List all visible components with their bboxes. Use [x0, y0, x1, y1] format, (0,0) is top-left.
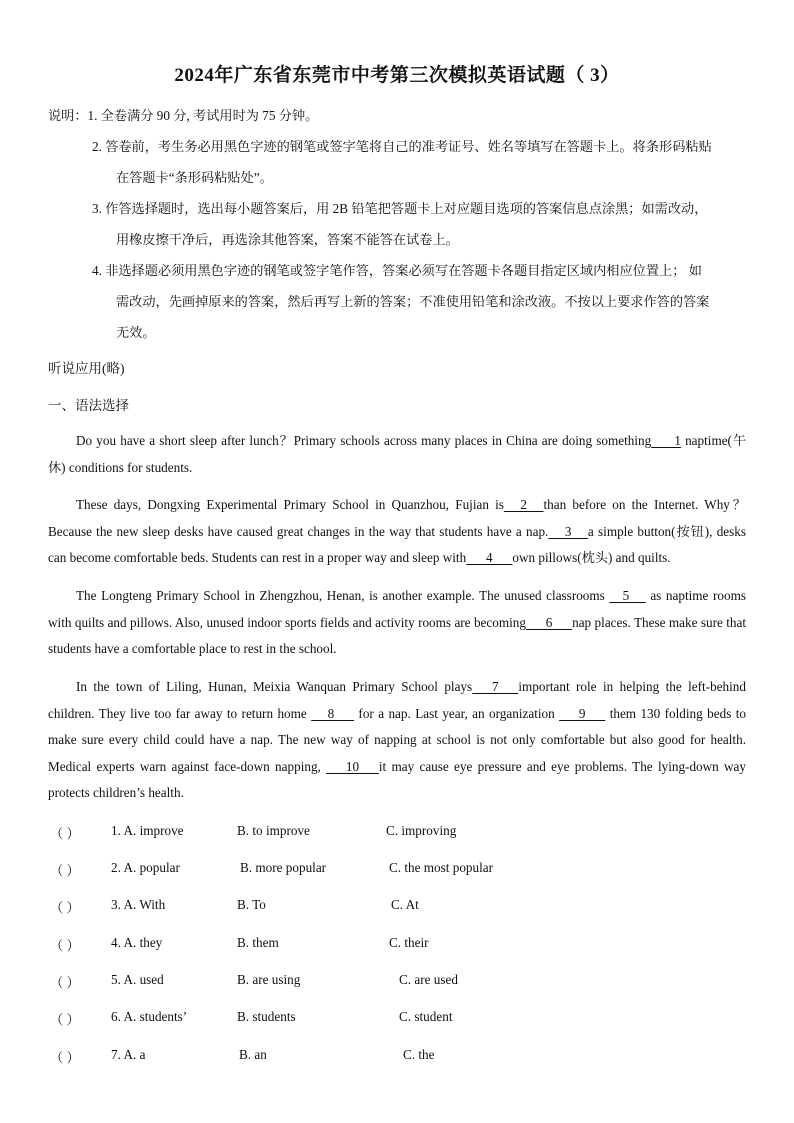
paragraph-2: These days, Dongxing Experimental Primary School in Quanzhou, Fujian is 2 than before on the Internet. Why？ Because the new sleep desks have caused great changes in the way that students have a nap. 3 a simple button(按钮), desks can become comfortable beds. Students can rest in a proper way and sleep with 4 own pillows(枕头) and quilts.: [48, 492, 746, 572]
option-b: B. are using: [237, 972, 301, 987]
answer-bracket[interactable]: （ ）: [50, 826, 80, 841]
blank-10: 10: [326, 758, 379, 774]
option-b: B. more popular: [240, 860, 327, 875]
option-c: C. student: [399, 1009, 453, 1024]
option-a: 2. A. popular: [111, 860, 180, 875]
page-title: 2024年广东省东莞市中考第三次模拟英语试题（ 3）: [174, 65, 620, 86]
instructions-lead: 说明：1. 全卷满分 90 分, 考试用时为 75 分钟。: [48, 108, 319, 123]
option-a: 4. A. they: [111, 935, 163, 950]
listening-section: 听说应用(略): [48, 361, 125, 376]
answer-bracket[interactable]: （ ）: [50, 863, 80, 878]
option-a: 7. A. a: [111, 1047, 146, 1062]
blank-2: 2: [503, 497, 544, 512]
blank-5: 5: [609, 588, 646, 603]
instruction-4-line2: 需改动，先画掉原来的答案，然后再写上新的答案；不准使用铅笔和涂改液。不按以上要求作答的答案: [116, 294, 710, 309]
blank-6: 6: [525, 614, 573, 630]
answer-bracket[interactable]: （ ）: [50, 900, 80, 915]
blank-7: 7: [472, 679, 519, 694]
option-b: B. students: [237, 1009, 296, 1024]
answer-bracket[interactable]: （ ）: [50, 1012, 80, 1027]
option-c: C. are used: [399, 972, 458, 987]
blank-3: 3: [548, 523, 588, 539]
blank-1: 1: [651, 433, 681, 448]
option-b: B. to improve: [237, 823, 310, 838]
option-b: B. To: [237, 897, 266, 912]
option-b: B. them: [237, 935, 279, 950]
instruction-3-line2: 用橡皮擦干净后，再选涂其他答案，答案不能答在试卷上。: [116, 232, 459, 247]
option-a: 1. A. improve: [111, 823, 184, 838]
option-c: C. At: [391, 897, 419, 912]
blank-4: 4: [466, 550, 513, 565]
instruction-4-line1: 4. 非选择题必须用黑色字迹的钢笔或签字笔作答，答案必须写在答题卡各题目指定区域内相应位置上； 如: [92, 263, 702, 278]
option-a: 6. A. students’: [111, 1009, 188, 1024]
instruction-3-line1: 3. 作答选择题时，选出每小题答案后，用 2B 铅笔把答题卡上对应题目选项的答案信息点涂黑；如需改动，: [92, 201, 708, 216]
paragraph-1: Do you have a short sleep after lunch？Primary schools across many places in China are doing something 1 naptime(午休) conditions for students.: [48, 428, 746, 481]
option-a: 3. A. With: [111, 897, 166, 912]
answer-bracket[interactable]: （ ）: [50, 1050, 80, 1065]
answer-bracket[interactable]: （ ）: [50, 938, 80, 953]
instruction-2-line1: 2. 答卷前，考生务必用黑色字迹的钢笔或签字笔将自己的准考证号、姓名等填写在答题卡上。将条形码粘贴: [92, 139, 712, 154]
section-heading: 一、语法选择: [48, 398, 129, 413]
option-b: B. an: [239, 1047, 267, 1062]
answer-bracket[interactable]: （ ）: [50, 975, 80, 990]
blank-8: 8: [311, 705, 355, 721]
paragraph-3: The Longteng Primary School in Zhengzhou, Henan, is another example. The unused classrooms 5 as naptime rooms with quilts and pillows. Also, unused indoor sports fields and activity rooms are becoming 6 nap places. These make sure that students have a comfortable place to rest in the school.: [48, 583, 746, 663]
option-c: C. the: [403, 1047, 435, 1062]
paragraph-4: In the town of Liling, Hunan, Meixia Wanquan Primary School plays 7 important role in helping the left-behind children. They live too far away to return home 8 for a nap. Last year, an organization 9 them 130 folding beds to make sure every child could have a nap. The new way of napping at school is not only comfortable but also good for health. Medical experts warn against face-down napping, 10 it may cause eye pressure and eye problems. The lying-down way protects children’s health.: [48, 674, 746, 807]
instruction-2-line2: 在答题卡“条形码粘贴处”。: [116, 170, 273, 185]
option-c: C. their: [389, 935, 429, 950]
instruction-4-line3: 无效。: [116, 325, 156, 340]
option-c: C. the most popular: [389, 860, 494, 875]
blank-9: 9: [559, 705, 606, 721]
option-c: C. improving: [386, 823, 457, 838]
option-a: 5. A. used: [111, 972, 164, 987]
